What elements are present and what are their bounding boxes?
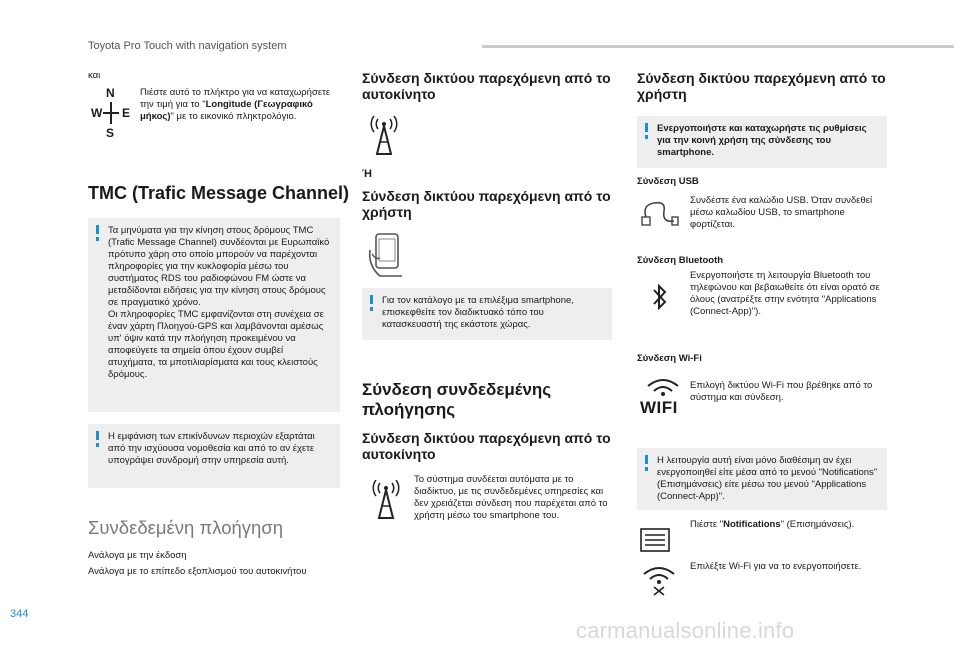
header-title: Toyota Pro Touch with navigation system	[88, 40, 287, 52]
tmc-title: TMC (Trafic Message Channel)	[88, 183, 350, 203]
usb-title: Σύνδεση USB	[637, 176, 699, 187]
select-wifi-text: Επιλέξτε Wi-Fi για να το ενεργοποιήσετε.	[690, 561, 862, 572]
wifi-logo-icon: WIFI	[640, 378, 686, 422]
wifi-availability-note: Η λειτουργία αυτή είναι μόνο διαθέσιμη αν έχει ενεργοποιηθεί είτε μέσα από το μενού "Notifications" (Επισημάνσεις) είτε μέσω του μενού "Applications (Connect-App)".	[637, 448, 887, 510]
auto-connect-text: Το σύστημα συνδέεται αυτόματα με το διαδίκτυο, με τις συνδεδεμένες υπηρεσίες και δεν χρειάζεται σύνδεση που παρέχεται από το χρήστη μέσω του smartphone του.	[414, 474, 608, 521]
usb-text: Συνδέστε ένα καλώδιο USB. Όταν συνδεθεί μέσω καλωδίου USB, το smartphone φορτίζεται.	[690, 195, 873, 230]
hazard-note: Η εμφάνιση των επικίνδυνων περιοχών εξαρτάται από την ισχύουσα νομοθεσία και από το αν έχετε υπογράψει συνδρομή στην υπηρεσία αυτή.	[88, 424, 340, 488]
tmc-note: Τα μηνύματα για την κίνηση στους δρόμους TMC (Trafic Message Channel) συνδέονται με Ευρωπαϊκό πρότυπο χάρη στο οποίο μπορούν να παρέχονται πληροφορίες για την κυκλοφορία μέσω του συστήματος RDS του ραδιοφώνου FM ώστε να μεταδίδονται ειδήσεις για την κίνηση στους δρόμους σε πραγματικό χρόνο. Οι πληροφορίες TMC εμφανίζονται στη συνέχεια σε έναν χάρτη Πλοηγού-GPS και λαμβάνονται αμέσως υπ' όψιν κατά την πλοήγηση προκειμένου να αποφεύγετε τα σημεία όπου έχουν συμβεί ατυχήματα, τα μποτιλιαρίσματα και τους κλειστούς δρόμους.	[88, 218, 340, 412]
sharing-note: Ενεργοποιήστε και καταχωρήστε τις ρυθμίσεις για την κοινή χρήση της σύνδεσης του smartphone.	[637, 116, 887, 168]
menu-lines-icon	[640, 528, 670, 552]
or-text: Ή	[362, 168, 372, 180]
bluetooth-title: Σύνδεση Bluetooth	[637, 255, 724, 266]
car-network-heading: Σύνδεση δικτύου παρεχόμενη από το αυτοκίνητο	[362, 70, 611, 102]
watermark: carmanualsonline.info	[576, 618, 795, 643]
and-text: και	[88, 70, 101, 81]
connected-nav-title: Συνδεδεμένη πλοήγηση	[88, 517, 284, 538]
bluetooth-icon	[650, 282, 670, 312]
smartphone-list-note: Για τον κατάλογο με τα επιλέξιμα smartphone, επισκεφθείτε τον διαδικτυακό τόπο του κατασκευαστή της εκάστοτε χώρας.	[362, 288, 612, 340]
press-notifications-text: Πιέστε "Notifications" (Επισημάνσεις).	[690, 519, 855, 530]
antenna-icon	[368, 480, 404, 520]
antenna-icon	[366, 116, 402, 156]
wifi-text: Επιλογή δικτύου Wi-Fi που βρέθηκε από το σύστημα και σύνδεση.	[690, 380, 873, 403]
wifi-settings-icon	[642, 566, 676, 596]
car-network-heading-2: Σύνδεση δικτύου παρεχόμενη από το αυτοκίνητο	[362, 430, 611, 462]
usb-cable-icon	[640, 195, 680, 229]
header-divider	[482, 45, 954, 48]
page-number: 344	[10, 608, 29, 620]
longitude-text: Πιέστε αυτό το πλήκτρο για να καταχωρήσετε την τιμή για το "Longitude (Γεωγραφικό μήκος)" με το εικονικό πληκτρολόγιο.	[140, 87, 331, 122]
user-network-heading: Σύνδεση δικτύου παρεχόμενη από το χρήστη	[362, 188, 611, 220]
bluetooth-text: Ενεργοποιήστε τη λειτουργία Bluetooth του τηλεφώνου και βεβαιωθείτε ότι είναι ορατό σε όλους (ανατρέξτε στην ενότητα "Applications (Connect-App)").	[690, 270, 880, 317]
version-line: Ανάλογα με την έκδοση	[88, 550, 187, 561]
wifi-title: Σύνδεση Wi-Fi	[637, 353, 702, 364]
connected-nav-connection-heading: Σύνδεση συνδεδεμένης πλοήγησης	[362, 380, 552, 419]
smartphone-hand-icon	[366, 232, 410, 278]
equipment-line: Ανάλογα με το επίπεδο εξοπλισμού του αυτοκινήτου	[88, 566, 307, 577]
compass-icon: N W E S	[91, 86, 131, 140]
user-network-heading-2: Σύνδεση δικτύου παρεχόμενη από το χρήστη	[637, 70, 886, 102]
